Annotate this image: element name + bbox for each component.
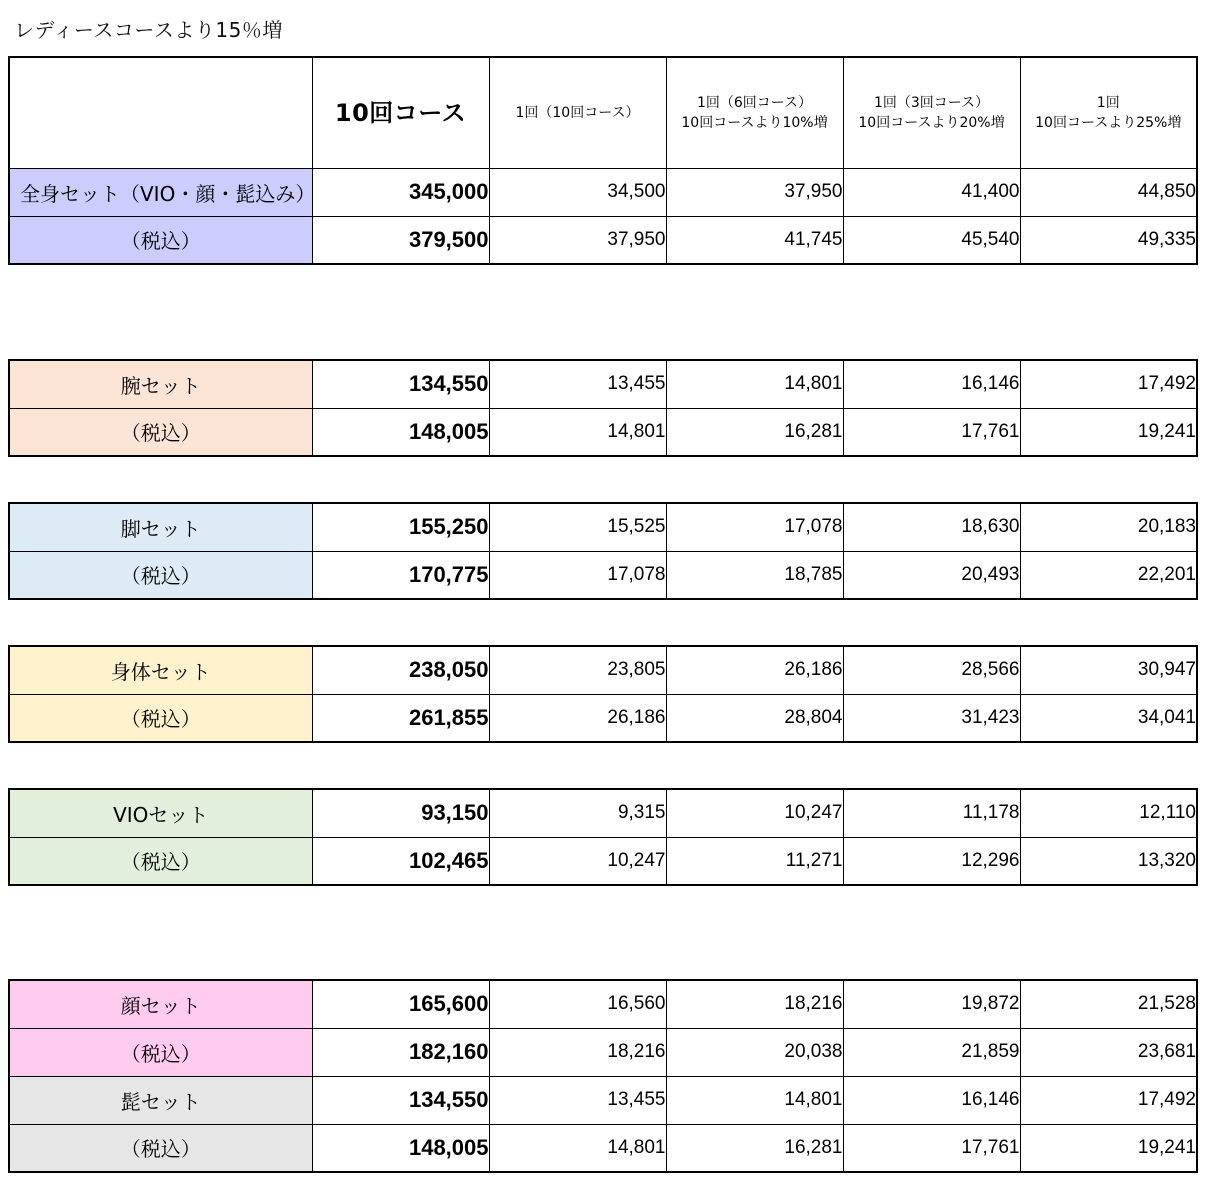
table-row	[9, 551, 1197, 599]
price-cell: 13,320	[1020, 837, 1197, 885]
course-price: 134,550	[312, 360, 489, 408]
header-single-6-course	[666, 57, 843, 168]
table-row	[9, 646, 1197, 694]
price-cell: 20,183	[1020, 503, 1197, 551]
price-table-zenshin	[8, 56, 1198, 265]
price-cell: 18,785	[666, 551, 843, 599]
row-label: 髭セット	[9, 1076, 312, 1124]
price-cell: 13,455	[489, 360, 666, 408]
price-cell: 23,805	[489, 646, 666, 694]
price-cell: 16,560	[489, 980, 666, 1028]
row-label: （税込）	[9, 551, 312, 599]
price-cell: 14,801	[489, 408, 666, 456]
sheet-title: レディースコースより15％増	[14, 18, 283, 42]
course-price: 182,160	[312, 1028, 489, 1076]
row-label: 顔セット	[9, 980, 312, 1028]
table-row	[9, 360, 1197, 408]
course-price: 170,775	[312, 551, 489, 599]
price-cell: 10,247	[489, 837, 666, 885]
table-row	[9, 837, 1197, 885]
price-cell: 19,872	[843, 980, 1020, 1028]
price-cell: 16,146	[843, 360, 1020, 408]
price-cell: 11,178	[843, 789, 1020, 837]
row-label: 脚セット	[9, 503, 312, 551]
price-cell: 28,804	[666, 694, 843, 742]
course-price: 261,855	[312, 694, 489, 742]
price-cell: 18,630	[843, 503, 1020, 551]
price-table-vio	[8, 788, 1198, 886]
course-price: 134,550	[312, 1076, 489, 1124]
row-label: VIOセット	[9, 789, 312, 837]
price-cell: 22,201	[1020, 551, 1197, 599]
price-cell: 37,950	[666, 168, 843, 216]
course-price: 379,500	[312, 216, 489, 264]
row-label: （税込）	[9, 837, 312, 885]
table-row	[9, 1076, 1197, 1124]
row-label: 腕セット	[9, 360, 312, 408]
table-row	[9, 216, 1197, 264]
table-row	[9, 694, 1197, 742]
price-cell: 9,315	[489, 789, 666, 837]
price-cell: 34,041	[1020, 694, 1197, 742]
price-cell: 13,455	[489, 1076, 666, 1124]
price-cell: 17,078	[489, 551, 666, 599]
table-row	[9, 1028, 1197, 1076]
price-cell: 44,850	[1020, 168, 1197, 216]
price-cell: 41,745	[666, 216, 843, 264]
price-cell: 10,247	[666, 789, 843, 837]
price-cell: 12,296	[843, 837, 1020, 885]
row-label: 全身セット（VIO・顔・髭込み）	[9, 168, 312, 216]
table-row	[9, 408, 1197, 456]
price-cell: 18,216	[666, 980, 843, 1028]
price-table-kao-hige	[8, 979, 1198, 1173]
header-single-10-course: 1回（10回コース）	[489, 57, 666, 168]
price-cell: 37,950	[489, 216, 666, 264]
price-cell: 45,540	[843, 216, 1020, 264]
course-price: 148,005	[312, 1124, 489, 1172]
price-cell: 34,500	[489, 168, 666, 216]
course-price: 102,465	[312, 837, 489, 885]
header-blank-cell	[9, 57, 312, 168]
table-row	[9, 503, 1197, 551]
table-row	[9, 1124, 1197, 1172]
header-single-line2: 10回コースより25%増	[1035, 114, 1182, 131]
header-single-3-course-line1: 1回（3回コース）	[873, 94, 990, 111]
course-price: 93,150	[312, 789, 489, 837]
price-cell: 15,525	[489, 503, 666, 551]
price-cell: 21,528	[1020, 980, 1197, 1028]
price-cell: 26,186	[489, 694, 666, 742]
price-cell: 49,335	[1020, 216, 1197, 264]
price-cell: 14,801	[666, 360, 843, 408]
row-label: （税込）	[9, 408, 312, 456]
price-cell: 23,681	[1020, 1028, 1197, 1076]
table-row	[9, 980, 1197, 1028]
price-cell: 17,492	[1020, 1076, 1197, 1124]
price-cell: 19,241	[1020, 1124, 1197, 1172]
row-label: （税込）	[9, 216, 312, 264]
header-single-6-course-line2: 10回コースより10%増	[681, 114, 828, 131]
price-cell: 18,216	[489, 1028, 666, 1076]
row-label: （税込）	[9, 1124, 312, 1172]
course-price: 345,000	[312, 168, 489, 216]
price-cell: 17,761	[843, 1124, 1020, 1172]
table-row	[9, 789, 1197, 837]
header-single-line1: 1回	[1096, 94, 1120, 111]
price-cell: 17,078	[666, 503, 843, 551]
table-row	[9, 168, 1197, 216]
price-cell: 19,241	[1020, 408, 1197, 456]
row-label: （税込）	[9, 694, 312, 742]
row-label: （税込）	[9, 1028, 312, 1076]
price-cell: 16,281	[666, 408, 843, 456]
price-cell: 17,492	[1020, 360, 1197, 408]
price-table-ude	[8, 359, 1198, 457]
price-table-ashi	[8, 502, 1198, 600]
price-cell: 17,761	[843, 408, 1020, 456]
price-cell: 26,186	[666, 646, 843, 694]
price-cell: 30,947	[1020, 646, 1197, 694]
price-cell: 14,801	[489, 1124, 666, 1172]
price-cell: 20,493	[843, 551, 1020, 599]
header-single-3-course-line2: 10回コースより20%増	[858, 114, 1005, 131]
price-cell: 11,271	[666, 837, 843, 885]
price-cell: 20,038	[666, 1028, 843, 1076]
header-single	[1020, 57, 1197, 168]
header-single-6-course-line1: 1回（6回コース）	[696, 94, 813, 111]
price-cell: 12,110	[1020, 789, 1197, 837]
price-cell: 14,801	[666, 1076, 843, 1124]
price-cell: 28,566	[843, 646, 1020, 694]
course-price: 165,600	[312, 980, 489, 1028]
price-table-shintai	[8, 645, 1198, 743]
header-10-course: 10回コース	[312, 57, 489, 168]
course-price: 155,250	[312, 503, 489, 551]
header-row	[9, 57, 1197, 168]
price-cell: 16,281	[666, 1124, 843, 1172]
price-cell: 41,400	[843, 168, 1020, 216]
row-label: 身体セット	[9, 646, 312, 694]
header-single-3-course	[843, 57, 1020, 168]
price-cell: 31,423	[843, 694, 1020, 742]
course-price: 148,005	[312, 408, 489, 456]
price-cell: 21,859	[843, 1028, 1020, 1076]
course-price: 238,050	[312, 646, 489, 694]
price-cell: 16,146	[843, 1076, 1020, 1124]
